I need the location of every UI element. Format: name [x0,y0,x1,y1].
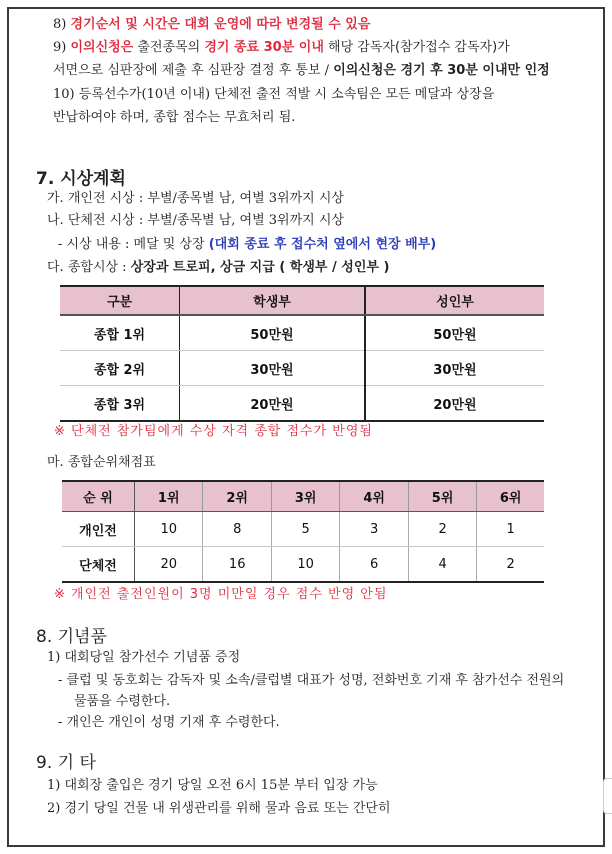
notice-item-8-number: 8) [53,17,67,32]
score-row-label: 개인전 [62,512,135,547]
score-cell: 3 [340,512,408,547]
section-7-na: 나. 단체전 시상 : 부별/종목별 남, 여별 3위까지 시상 [47,213,344,228]
table-row [60,351,544,386]
prize-rank: 종합 3위 [93,397,146,413]
page-side-tab[interactable] [603,778,612,814]
notice-item-10-line-1: 10) 등록선수가(10년 이내) 단체전 출전 적발 시 소속팀은 모든 메달과 상장을 [53,87,495,102]
table-row [62,547,544,583]
prize-header-category: 구분 [60,286,180,315]
score-cell: 10 [271,547,339,583]
section-7-ga: 가. 개인전 시상 : 부별/종목별 남, 여별 3위까지 시상 [47,191,344,206]
prize-adult: 20만원 [365,386,544,422]
prize-header-student: 학생부 [180,286,366,315]
score-header-4: 4위 [340,481,408,512]
score-cell: 2 [408,512,476,547]
notice-item-9 [53,40,510,56]
section-8-title: 8. 기념품 [36,627,107,647]
prize-note: ※ 단체전 참가팀에게 수상 자격 종합 점수가 반영됨 [54,424,373,439]
score-header-2: 2위 [203,481,271,512]
prize-adult: 50만원 [365,315,544,351]
notice-item-10-line-2: 반납하여야 하며, 종합 점수는 무효처리 됨. [53,110,296,125]
score-cell: 2 [477,547,544,583]
prize-header-adult: 성인부 [365,286,544,315]
score-header-rank: 순 위 [62,481,135,512]
score-header-5: 5위 [408,481,476,512]
notice-item-8-text: 경기순서 및 시간은 대회 운영에 따라 변경될 수 있음 [70,17,371,32]
score-cell: 16 [203,547,271,583]
prize-table-header [60,286,544,315]
notice-item-9-red-2: 경기 종료 30분 이내 [204,40,324,55]
score-cell: 10 [135,512,203,547]
prize-rank: 종합 1위 [60,315,180,351]
score-header-1: 1위 [135,481,203,512]
score-cell: 4 [408,547,476,583]
score-note: ※ 개인전 출전인원이 3명 미만일 경우 점수 반영 안됨 [54,587,388,602]
notice-item-9-red-1: 이의신청은 [70,40,134,55]
notice-item-9-text-4: 해당 감독자(참가접수 감독자)가 [323,40,510,55]
score-row-label: 단체전 [62,547,135,583]
section-7-ma: 마. 종합순위채점표 [47,455,156,470]
prize-student: 20만원 [180,386,366,422]
prize-rank: 종합 2위 [60,351,180,386]
score-header-3: 3위 [271,481,339,512]
section-7-award-content [58,237,436,253]
prize-adult: 30만원 [365,351,544,386]
score-cell: 20 [135,547,203,583]
da-prefix: 다. 종합시상 : [47,260,131,275]
score-cell: 8 [203,512,271,547]
notice-item-9-line-2-bold: 이의신청은 경기 후 30분 이내만 인정 [333,63,550,78]
prize-student: 30만원 [180,351,366,386]
notice-item-9-text-2: 출전종목의 [133,40,205,55]
section-8-club-line-1: - 클럽 및 동호회는 감독자 및 소속/클럽별 대표가 성명, 전화번호 기재 후 참가선수 전원의 [58,673,565,688]
notice-item-8 [53,17,370,33]
section-7-title: 7. 시상계획 [36,169,126,189]
notice-item-9-line-2-text: 서면으로 심판장에 제출 후 심판장 결정 후 통보 / [53,63,334,78]
section-7-da [47,260,389,276]
prize-table [60,285,544,422]
notice-item-9-number: 9) [53,40,67,55]
score-cell: 5 [271,512,339,547]
score-header-6: 6위 [477,481,544,512]
award-content-prefix: - 시상 내용 : 메달 및 상장 [58,237,209,252]
prize-student: 50만원 [180,315,366,351]
table-row [60,386,544,422]
score-table-header [62,481,544,512]
score-table [62,480,544,583]
section-9-item-2: 2) 경기 당일 건물 내 위생관리를 위해 물과 음료 또는 간단히 [47,801,391,816]
section-8-individual: - 개인은 개인이 성명 기재 후 수령한다. [58,715,280,730]
table-row [60,315,544,351]
da-bold: 상장과 트로피, 상금 지급 ( 학생부 / 성인부 ) [130,260,390,275]
table-row [62,512,544,547]
section-9-item-1: 1) 대회장 출입은 경기 당일 오전 6시 15분 부터 입장 가능 [47,778,378,793]
score-cell: 6 [340,547,408,583]
section-8-club-line-2: 물품을 수령한다. [74,694,171,709]
notice-item-9-line-2 [53,63,550,79]
score-cell: 1 [477,512,544,547]
section-8-item-1: 1) 대회당일 참가선수 기념품 증정 [47,650,241,665]
award-content-blue: (대회 종료 후 접수처 옆에서 현장 배부) [208,237,437,252]
section-9-title: 9. 기 타 [36,753,96,773]
